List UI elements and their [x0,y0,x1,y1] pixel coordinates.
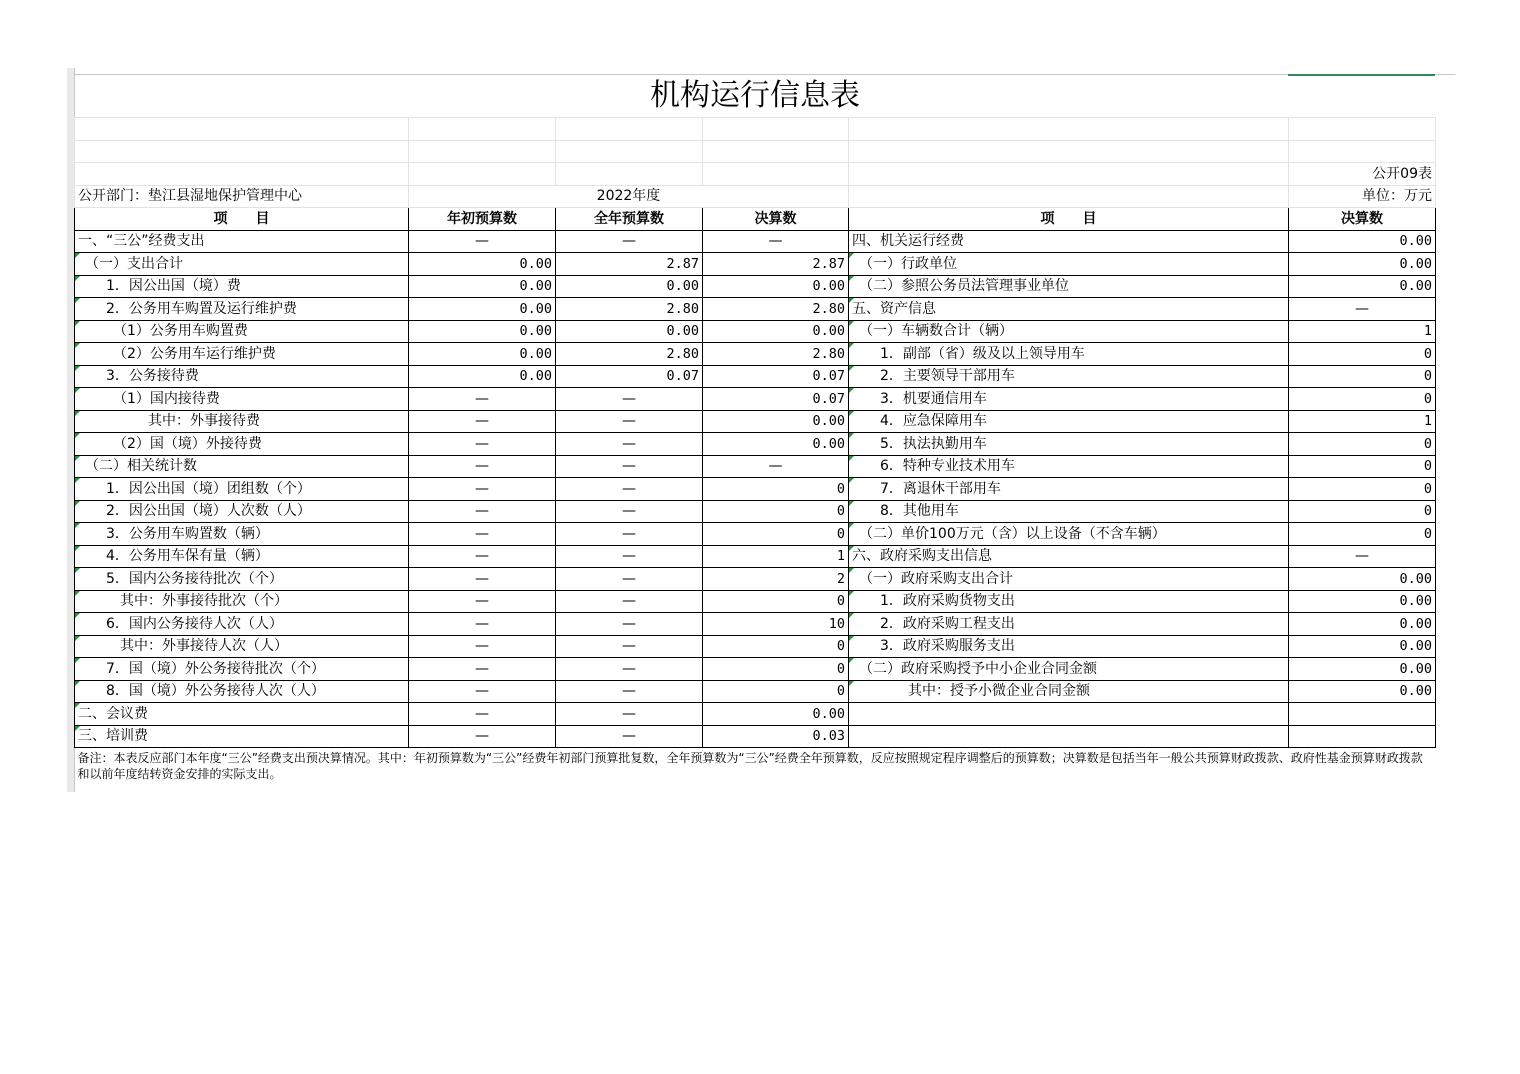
full-budget-cell: — [556,568,703,591]
table-row [75,568,1436,591]
row-label: 二、会议费 [75,703,409,726]
initial-budget-cell: 0.00 [409,320,556,343]
table-row [75,388,1436,411]
row-label: 1．因公出国（境）团组数（个） [75,478,409,501]
right-final-amount-cell: 0.00 [1289,658,1436,681]
right-final-amount-cell: 0 [1289,455,1436,478]
initial-budget-cell: — [409,500,556,523]
right-final-amount-cell: 0.00 [1289,275,1436,298]
row-label: 其中：外事接待人次（人） [75,635,409,658]
final-amount-cell: 0.07 [703,388,849,411]
header-final-amount: 决算数 [703,208,849,231]
right-final-amount-cell: — [1289,298,1436,321]
right-item-label: 3．机要通信用车 [849,388,1289,411]
full-budget-cell: 2.80 [556,298,703,321]
row-label: （2）国（境）外接待费 [75,433,409,456]
full-budget-cell: — [556,455,703,478]
spreadsheet [67,68,1455,792]
final-amount-cell: 2.80 [703,343,849,366]
right-final-amount-cell: 0 [1289,478,1436,501]
full-budget-cell: 0.00 [556,275,703,298]
full-budget-cell: — [556,230,703,253]
table-row [75,613,1436,636]
right-item-label: 五、资产信息 [849,298,1289,321]
right-final-amount-cell: 0 [1289,523,1436,546]
final-amount-cell: 0 [703,635,849,658]
table-row [75,365,1436,388]
row-label: 7．国（境）外公务接待批次（个） [75,658,409,681]
final-amount-cell: 2 [703,568,849,591]
header-initial-budget: 年初预算数 [409,208,556,231]
final-amount-cell: 0.00 [703,275,849,298]
full-budget-cell: — [556,433,703,456]
row-label: 8．国（境）外公务接待人次（人） [75,680,409,703]
footnote: 备注：本表反应部门本年度“三公”经费支出预决算情况。其中：年初预算数为“三公”经费年初部门预算批复数，全年预算数为“三公”经费全年预算数，反应按照规定程序调整后的预算数；决算数是包括当年一般公共预算财政拨款、政府性基金预算财政拨款和以前年度结转资金安排的实际支出。 [77,751,1423,781]
initial-budget-cell: 0.00 [409,343,556,366]
table-row [75,658,1436,681]
initial-budget-cell: — [409,635,556,658]
right-final-amount-cell [1289,725,1436,748]
table-row [75,410,1436,433]
row-label: （1）国内接待费 [75,388,409,411]
right-final-amount-cell: 0.00 [1289,568,1436,591]
table-row [75,635,1436,658]
info-table [74,75,1436,790]
table-row [75,590,1436,613]
right-final-amount-cell: 0 [1289,500,1436,523]
row-label: 三、培训费 [75,725,409,748]
full-budget-cell: — [556,545,703,568]
final-amount-cell: 0.00 [703,410,849,433]
final-amount-cell: 1 [703,545,849,568]
table-row [75,455,1436,478]
right-item-label: 1．副部（省）级及以上领导用车 [849,343,1289,366]
right-item-label: （一）政府采购支出合计 [849,568,1289,591]
initial-budget-cell: — [409,433,556,456]
initial-budget-cell: — [409,590,556,613]
right-final-amount-cell: 1 [1289,320,1436,343]
row-label: 3．公务接待费 [75,365,409,388]
final-amount-cell: 2.87 [703,253,849,276]
initial-budget-cell: — [409,388,556,411]
initial-budget-cell: — [409,545,556,568]
right-item-label: 2．主要领导干部用车 [849,365,1289,388]
table-row [75,343,1436,366]
right-final-amount-cell: 1 [1289,410,1436,433]
row-label: 2．公务用车购置及运行维护费 [75,298,409,321]
header-final-amount-right: 决算数 [1289,208,1436,231]
final-amount-cell: 0.00 [703,703,849,726]
initial-budget-cell: — [409,523,556,546]
right-item-label: 其中：授予小微企业合同金额 [849,680,1289,703]
row-label: （一）支出合计 [75,253,409,276]
full-budget-cell: 0.07 [556,365,703,388]
unit-label: 单位：万元 [1289,185,1436,208]
department-label: 公开部门：垫江县湿地保护管理中心 [75,185,409,208]
final-amount-cell: — [703,230,849,253]
right-final-amount-cell: 0 [1289,365,1436,388]
table-row [75,545,1436,568]
right-final-amount-cell [1289,703,1436,726]
right-final-amount-cell: 0.00 [1289,590,1436,613]
right-final-amount-cell: 0 [1289,343,1436,366]
row-label: 其中：外事接待费 [75,410,409,433]
page-title: 机构运行信息表 [650,78,860,113]
initial-budget-cell: — [409,680,556,703]
final-amount-cell: 0 [703,478,849,501]
right-final-amount-cell: 0.00 [1289,635,1436,658]
table-row [75,253,1436,276]
initial-budget-cell: — [409,478,556,501]
row-label: 2．因公出国（境）人次数（人） [75,500,409,523]
right-final-amount-cell: 0.00 [1289,230,1436,253]
header-item-right: 项 目 [849,208,1289,231]
table-row [75,523,1436,546]
table-row [75,298,1436,321]
final-amount-cell: 0.03 [703,725,849,748]
row-label: 6．国内公务接待人次（人） [75,613,409,636]
final-amount-cell: 2.80 [703,298,849,321]
column-header-strip [67,68,1455,75]
full-budget-cell: — [556,680,703,703]
full-budget-cell: — [556,500,703,523]
right-item-label: （一）行政单位 [849,253,1289,276]
final-amount-cell: 0 [703,680,849,703]
right-item-label [849,725,1289,748]
initial-budget-cell: 0.00 [409,365,556,388]
right-item-label: （二）单价100万元（含）以上设备（不含车辆） [849,523,1289,546]
full-budget-cell: — [556,725,703,748]
final-amount-cell: 0 [703,500,849,523]
header-item: 项 目 [75,208,409,231]
right-item-label: 2．政府采购工程支出 [849,613,1289,636]
right-item-label: 8．其他用车 [849,500,1289,523]
initial-budget-cell: — [409,658,556,681]
row-label: 5．国内公务接待批次（个） [75,568,409,591]
initial-budget-cell: — [409,568,556,591]
right-final-amount-cell: — [1289,545,1436,568]
row-label: （2）公务用车运行维护费 [75,343,409,366]
header-full-budget: 全年预算数 [556,208,703,231]
right-final-amount-cell: 0 [1289,433,1436,456]
full-budget-cell: — [556,658,703,681]
initial-budget-cell: — [409,230,556,253]
table-row [75,478,1436,501]
initial-budget-cell: 0.00 [409,298,556,321]
right-item-label: 4．应急保障用车 [849,410,1289,433]
final-amount-cell: 10 [703,613,849,636]
initial-budget-cell: — [409,613,556,636]
row-label: 其中：外事接待批次（个） [75,590,409,613]
initial-budget-cell: — [409,703,556,726]
final-amount-cell: — [703,455,849,478]
full-budget-cell: — [556,590,703,613]
table-row [75,230,1436,253]
full-budget-cell: — [556,478,703,501]
right-item-label: （二）政府采购授予中小企业合同金额 [849,658,1289,681]
right-final-amount-cell: 0.00 [1289,613,1436,636]
right-item-label: 7．离退休干部用车 [849,478,1289,501]
full-budget-cell: 2.80 [556,343,703,366]
full-budget-cell: 0.00 [556,320,703,343]
right-item-label: 5．执法执勤用车 [849,433,1289,456]
final-amount-cell: 0.07 [703,365,849,388]
table-row [75,320,1436,343]
full-budget-cell: — [556,613,703,636]
right-item-label: 六、政府采购支出信息 [849,545,1289,568]
table-row [75,680,1436,703]
full-budget-cell: — [556,635,703,658]
right-item-label: 3．政府采购服务支出 [849,635,1289,658]
final-amount-cell: 0 [703,523,849,546]
table-row [75,703,1436,726]
row-label: 4．公务用车保有量（辆） [75,545,409,568]
table-row [75,275,1436,298]
right-item-label [849,703,1289,726]
row-label: 3．公务用车购置数（辆） [75,523,409,546]
full-budget-cell: 2.87 [556,253,703,276]
year-label: 2022年度 [409,185,849,208]
final-amount-cell: 0 [703,590,849,613]
full-budget-cell: — [556,388,703,411]
table-row [75,500,1436,523]
initial-budget-cell: 0.00 [409,275,556,298]
right-item-label: （二）参照公务员法管理事业单位 [849,275,1289,298]
right-item-label: 6．特种专业技术用车 [849,455,1289,478]
full-budget-cell: — [556,703,703,726]
form-code: 公开09表 [1289,163,1436,186]
right-final-amount-cell: 0.00 [1289,253,1436,276]
final-amount-cell: 0.00 [703,433,849,456]
row-label: 一、“三公”经费支出 [75,230,409,253]
final-amount-cell: 0.00 [703,320,849,343]
right-item-label: 四、机关运行经费 [849,230,1289,253]
right-item-label: 1．政府采购货物支出 [849,590,1289,613]
initial-budget-cell: — [409,725,556,748]
table-row [75,433,1436,456]
full-budget-cell: — [556,523,703,546]
table-row [75,725,1436,748]
row-label: 1．因公出国（境）费 [75,275,409,298]
initial-budget-cell: — [409,410,556,433]
row-label: （二）相关统计数 [75,455,409,478]
right-item-label: （一）车辆数合计（辆） [849,320,1289,343]
row-label: （1）公务用车购置费 [75,320,409,343]
right-final-amount-cell: 0 [1289,388,1436,411]
full-budget-cell: — [556,410,703,433]
initial-budget-cell: — [409,455,556,478]
right-final-amount-cell: 0.00 [1289,680,1436,703]
initial-budget-cell: 0.00 [409,253,556,276]
final-amount-cell: 0 [703,658,849,681]
